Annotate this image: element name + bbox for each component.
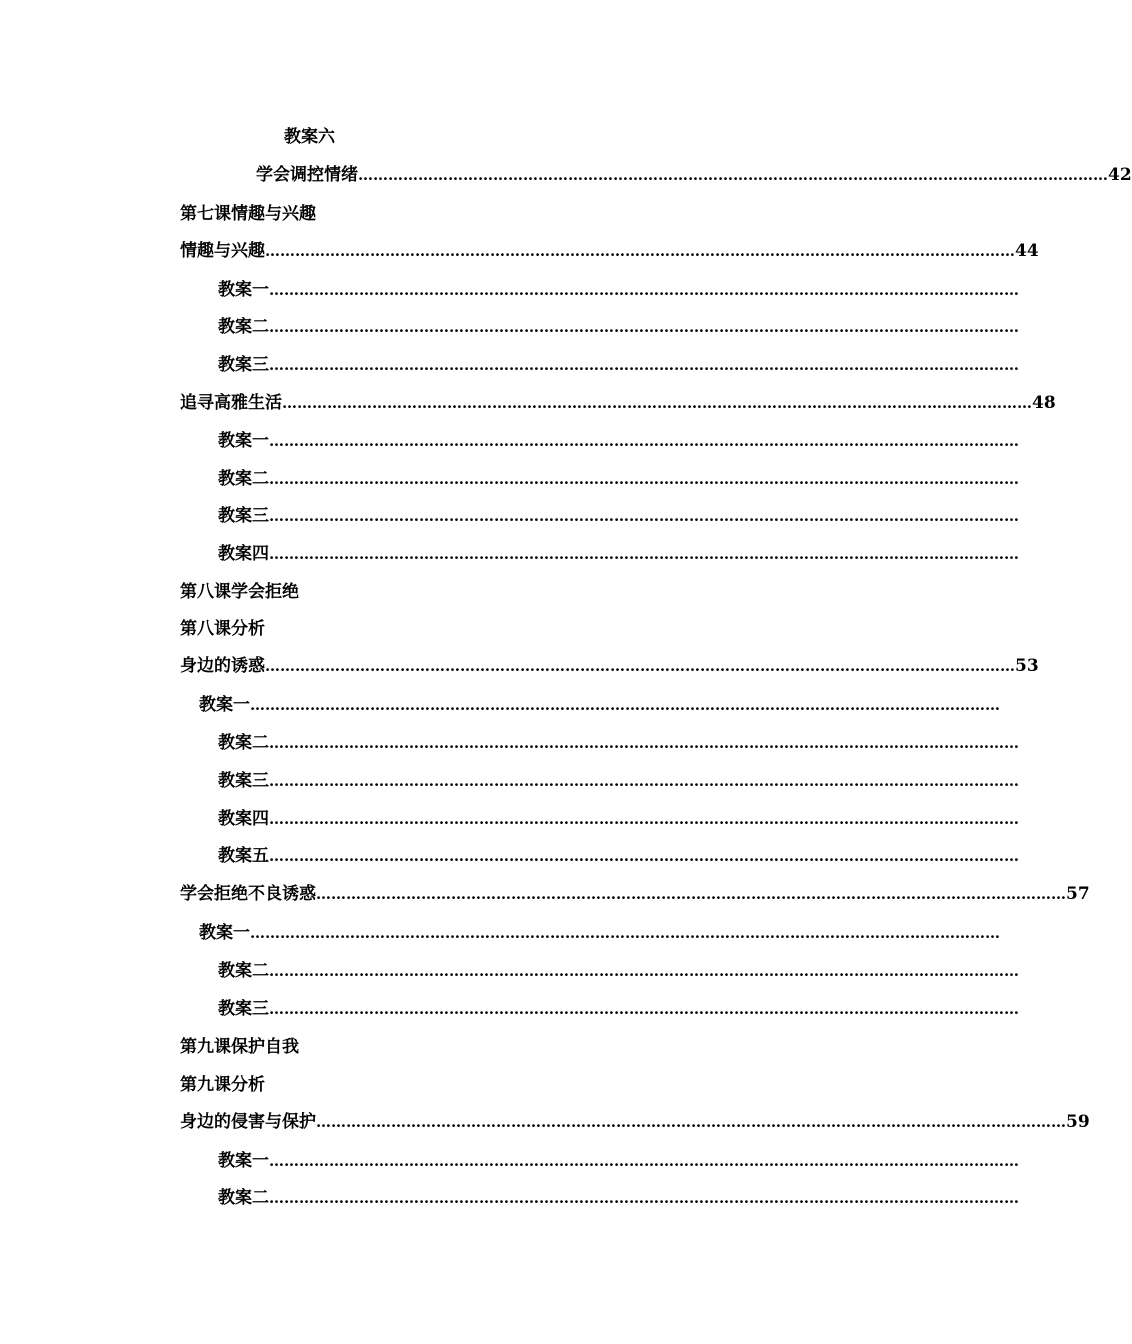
toc-entry-title: 第七课情趣与兴趣 [180,204,316,224]
dot-leader: …………………………………………………………………………………………………………………………………… [265,657,1015,675]
toc-entry [199,922,1000,946]
toc-entry-title: 教案二 [218,469,269,489]
toc-entry-title: 身边的侵害与保护 [180,1112,316,1132]
toc-entry-title: 教案二 [218,961,269,981]
toc-entry-title: 教案二 [218,733,269,753]
toc-entry [284,126,335,150]
toc-entry [218,732,1019,756]
toc-entry-title: 情趣与兴趣 [180,241,265,261]
toc-entry-title: 教案二 [218,1188,269,1208]
toc-section-heading [180,1074,265,1098]
toc-entry [180,392,1056,416]
toc-section-heading [180,618,265,642]
toc-entry-title: 教案三 [218,355,269,375]
dot-leader: …………………………………………………………………………………………………………………………………… [316,885,1066,903]
dot-leader: …………………………………………………………………………………………………………………………………… [269,962,1019,980]
toc-section-heading [180,203,316,227]
toc-entry-page: 48 [1032,393,1056,413]
dot-leader: …………………………………………………………………………………………………………………………………… [250,924,1000,942]
toc-entry [218,808,1019,832]
toc-entry [199,694,1000,718]
toc-entry-title: 教案三 [218,771,269,791]
toc-entry [218,543,1019,567]
toc-entry-title: 教案一 [199,695,250,715]
toc-entry-title: 学会拒绝不良诱惑 [180,884,316,904]
dot-leader: …………………………………………………………………………………………………………………………………… [269,470,1019,488]
toc-entry-page: 53 [1015,656,1039,676]
toc-entry-title: 教案四 [218,809,269,829]
toc-entry [256,164,1132,188]
dot-leader: …………………………………………………………………………………………………………………………………… [282,394,1032,412]
dot-leader: …………………………………………………………………………………………………………………………………… [269,847,1019,865]
toc-entry [218,1187,1019,1211]
toc-section-heading [180,581,299,605]
toc-entry-title: 第八课分析 [180,619,265,639]
toc-entry [218,998,1019,1022]
dot-leader: …………………………………………………………………………………………………………………………………… [269,507,1019,525]
toc-entry-title: 教案五 [218,846,269,866]
toc-entry [180,883,1090,907]
dot-leader: …………………………………………………………………………………………………………………………………… [269,1189,1019,1207]
toc-entry-title: 教案四 [218,544,269,564]
toc-entry-title: 追寻高雅生活 [180,393,282,413]
toc-entry [218,1150,1019,1174]
toc-entry-title: 教案三 [218,506,269,526]
toc-entry-title: 第九课保护自我 [180,1037,299,1057]
toc-entry [218,354,1019,378]
toc-entry-title: 教案六 [284,127,335,147]
toc-entry [218,960,1019,984]
dot-leader: …………………………………………………………………………………………………………………………………… [269,772,1019,790]
toc-entry [180,240,1039,264]
toc-entry-title: 教案一 [218,1151,269,1171]
dot-leader: …………………………………………………………………………………………………………………………………… [269,810,1019,828]
toc-entry-title: 教案一 [218,431,269,451]
toc-entry [218,316,1019,340]
dot-leader: …………………………………………………………………………………………………………………………………… [269,545,1019,563]
toc-entry-title: 学会调控情绪 [256,165,358,185]
toc-section-heading [180,1036,299,1060]
toc-entry-title: 教案二 [218,317,269,337]
toc-entry-page: 44 [1015,241,1039,261]
toc-entry [218,845,1019,869]
toc-entry [218,279,1019,303]
toc-entry-title: 第八课学会拒绝 [180,582,299,602]
dot-leader: …………………………………………………………………………………………………………………………………… [269,281,1019,299]
dot-leader: …………………………………………………………………………………………………………………………………… [269,734,1019,752]
toc-entry-page: 42 [1108,165,1132,185]
toc-entry [218,770,1019,794]
toc-entry [180,655,1039,679]
toc-entry [180,1111,1090,1135]
toc-entry-title: 第九课分析 [180,1075,265,1095]
toc-entry-page: 57 [1066,884,1090,904]
dot-leader: …………………………………………………………………………………………………………………………………… [269,432,1019,450]
dot-leader: …………………………………………………………………………………………………………………………………… [269,1152,1019,1170]
toc-entry [218,430,1019,454]
toc-entry-title: 教案一 [199,923,250,943]
toc-entry-title: 身边的诱惑 [180,656,265,676]
dot-leader: …………………………………………………………………………………………………………………………………… [265,242,1015,260]
toc-entry-page: 59 [1066,1112,1090,1132]
dot-leader: …………………………………………………………………………………………………………………………………… [269,356,1019,374]
dot-leader: …………………………………………………………………………………………………………………………………… [269,318,1019,336]
toc-entry-title: 教案一 [218,280,269,300]
toc-entry [218,468,1019,492]
dot-leader: …………………………………………………………………………………………………………………………………… [269,1000,1019,1018]
dot-leader: …………………………………………………………………………………………………………………………………… [250,696,1000,714]
toc-entry [218,505,1019,529]
dot-leader: …………………………………………………………………………………………………………………………………… [316,1113,1066,1131]
dot-leader: …………………………………………………………………………………………………………………………………… [358,166,1108,184]
toc-entry-title: 教案三 [218,999,269,1019]
